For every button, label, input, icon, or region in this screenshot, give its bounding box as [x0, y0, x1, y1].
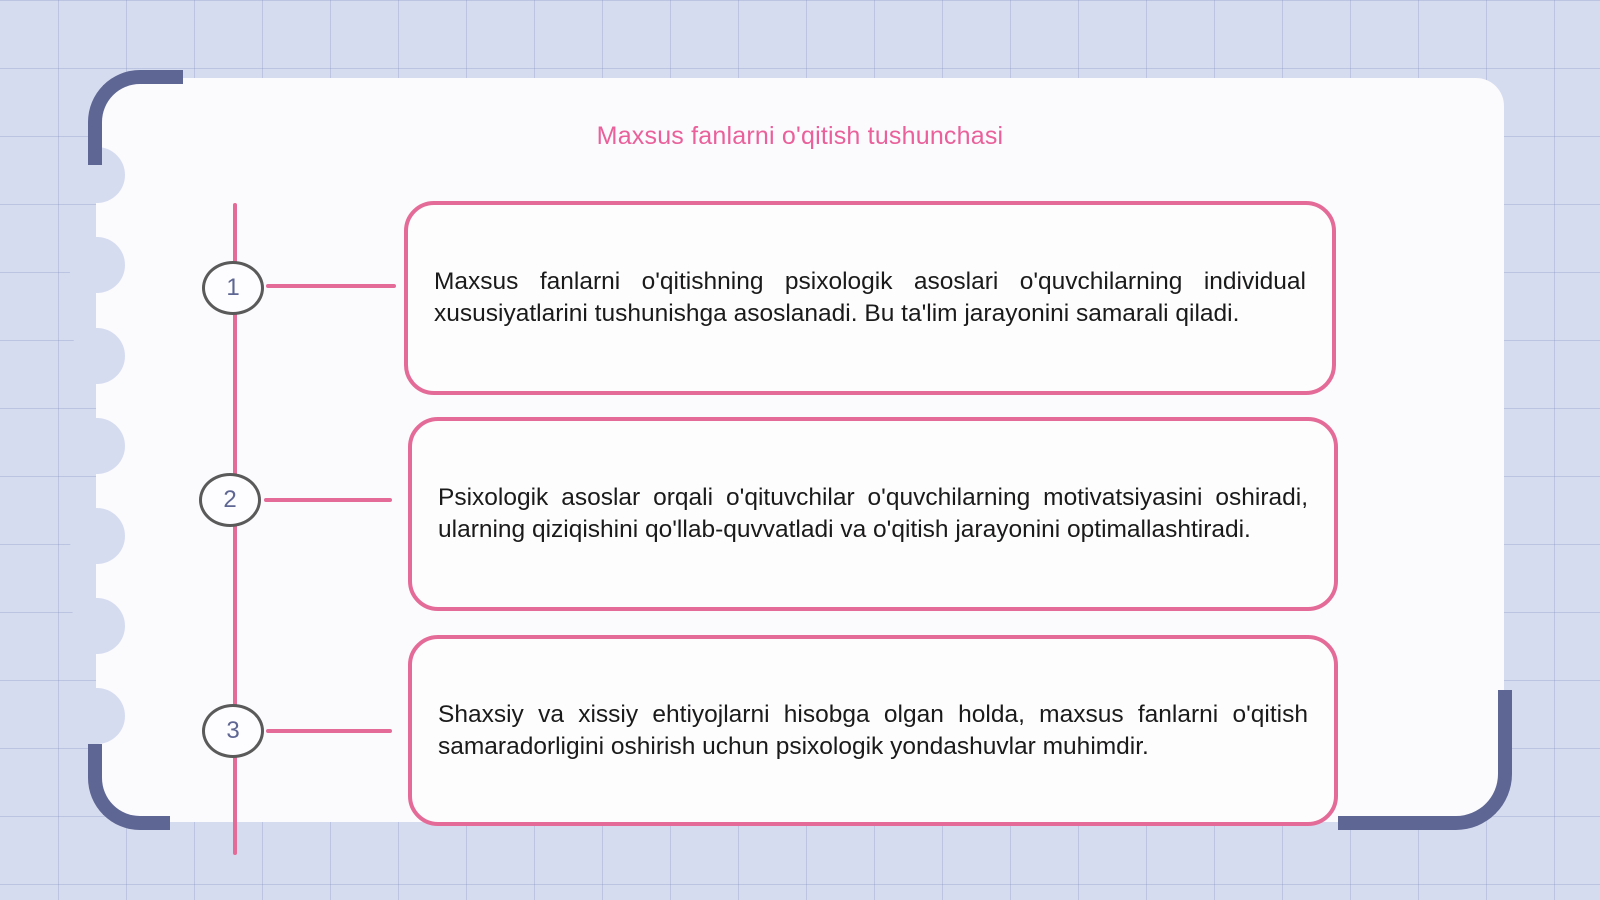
frame-corner-bottom-right — [1338, 690, 1512, 830]
card-text: Psixologik asoslar orqali o'qituvchilar o'quvchilarning motivatsiyasini oshiradi, ularning qiziqishini qo'llab-quvvatladi va o'qitish jarayonini optimallashtiradi. — [438, 484, 1308, 543]
card-text: Maxsus fanlarni o'qitishning psixologik asoslari o'quvchilarning individual xususiyatlarini tushunishga asoslanadi. Bu ta'lim jarayonini samarali qiladi. — [434, 268, 1306, 327]
timeline-connector-1 — [266, 284, 396, 288]
step-number: 1 — [226, 274, 240, 301]
step-marker-1 — [202, 261, 264, 315]
timeline-connector-3 — [266, 729, 392, 733]
slide-title: Maxsus fanlarni o'qitish tushunchasi — [596, 122, 1004, 150]
paper-scallop — [69, 508, 125, 564]
paper-scallop — [69, 237, 125, 293]
text-card-2 — [408, 417, 1338, 611]
step-marker-3 — [202, 704, 264, 758]
text-card-1 — [404, 201, 1336, 395]
paper-scallop — [69, 688, 125, 744]
paper-scallop — [69, 328, 125, 384]
text-card-3 — [408, 635, 1338, 826]
step-marker-2 — [199, 473, 261, 527]
paper-scallop — [69, 418, 125, 474]
step-number: 3 — [226, 717, 240, 744]
step-number: 2 — [223, 486, 237, 513]
paper-scallop — [69, 598, 125, 654]
timeline-connector-2 — [264, 498, 392, 502]
frame-corner-bottom-left — [88, 744, 170, 830]
card-text: Shaxsiy va xissiy ehtiyojlarni hisobga olgan holda, maxsus fanlarni o'qitish samaradorligini oshirish uchun psixologik yondashuvlar muhimdir. — [438, 700, 1308, 760]
